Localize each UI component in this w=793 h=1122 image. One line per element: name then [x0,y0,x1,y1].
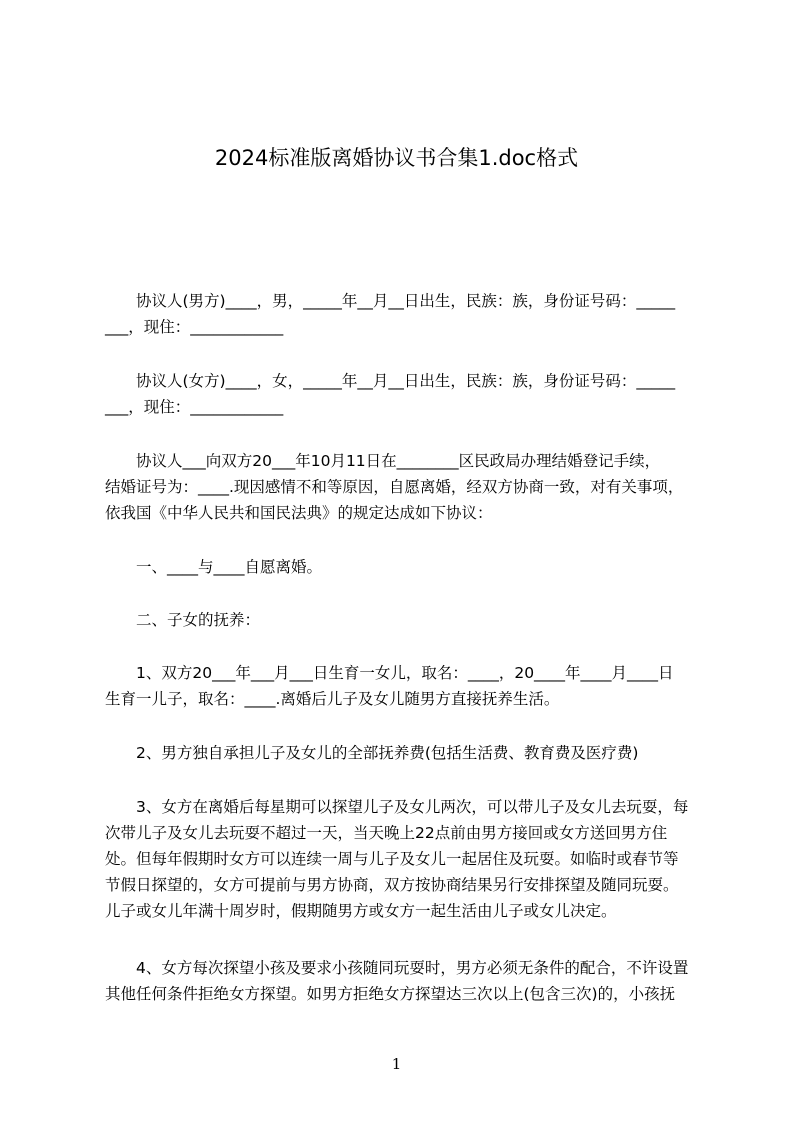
paragraph-line: 依我国《中华人民共和国民法典》的规定达成如下协议： [105,504,493,522]
paragraph-line: ___，现住：____________ [105,398,284,416]
paragraph-line: 3、女方在离婚后每星期可以探望儿子及女儿两次，可以带儿子及女儿去玩耍，每 [105,798,689,816]
paragraph-line: 处。但每年假期时女方可以连续一周与儿子及女儿一起居住及玩耍。如临时或春节等 [105,850,679,868]
paragraph-female-party [105,368,705,420]
paragraph-line: 协议人(男方)____，男，_____年__月__日出生，民族：族，身份证号码：_____ [105,292,676,310]
paragraph-line: 1、双方20___年___月___日生育一女儿，取名：____，20____年____月____日 [105,664,674,682]
paragraph-line: 其他任何条件拒绝女方探望。如男方拒绝女方探望达三次以上(包含三次)的，小孩抚 [105,985,676,1003]
paragraph-line: 生育一儿子，取名：____.离婚后儿子及女儿随男方直接抚养生活。 [105,690,560,708]
paragraph-line: 一、____与____自愿离婚。 [105,558,323,576]
paragraph-line: 结婚证号为：____.现因感情不和等原因，自愿离婚，经双方协商一致，对有关事项， [105,478,684,496]
custody-item-3 [105,794,705,924]
paragraph-line: ___，现住：____________ [105,318,284,336]
paragraph-line: 二、子女的抚养： [105,611,261,629]
paragraph-line: 2、男方独自承担儿子及女儿的全部抚养费(包括生活费、教育费及医疗费) [105,744,639,762]
section-two-child-custody [105,607,705,633]
paragraph-line: 次带儿子及女儿去玩耍不超过一天，当天晚上22点前由男方接回或女方送回男方住 [105,824,668,842]
paragraph-line: 儿子或女儿年满十周岁时，假期随男方或女方一起生活由儿子或女儿决定。 [105,902,617,920]
custody-item-2 [105,740,705,766]
document-title: 2024标准版离婚协议书合集1.doc格式 [214,146,579,170]
paragraph-line: 协议人___向双方20___年10月11日在________区民政局办理结婚登记手续， [105,452,661,470]
paragraph-male-party [105,288,705,340]
paragraph-line: 4、女方每次探望小孩及要求小孩随同玩耍时，男方必须无条件的配合，不许设置 [105,959,689,977]
custody-item-4 [105,955,705,1007]
custody-item-1 [105,660,705,712]
paragraph-line: 节假日探望的，女方可提前与男方协商，双方按协商结果另行安排探望及随同玩耍。 [105,876,679,894]
paragraph-marriage-registration [105,448,705,526]
paragraph-line: 协议人(女方)____，女，_____年__月__日出生，民族：族，身份证号码：_____ [105,372,676,390]
section-one-divorce [105,554,705,580]
page-number: 1 [391,1055,402,1073]
